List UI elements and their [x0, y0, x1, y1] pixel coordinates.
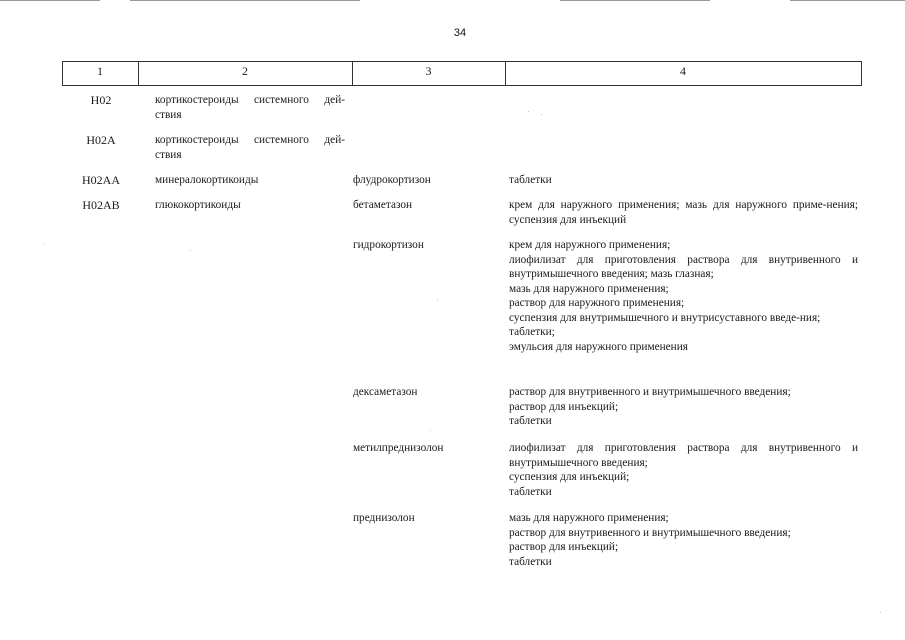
dosage-forms: [509, 511, 858, 569]
column-header-1: 1: [97, 64, 103, 78]
atc-group: минералокортикоиды: [155, 174, 259, 186]
drug-name: флудрокортизон: [353, 174, 431, 186]
atc-code: H02AA: [82, 173, 120, 187]
dosage-form: мазь для наружного применения;: [509, 282, 669, 295]
scan-speck: [528, 111, 529, 112]
dosage-form: суспензия для инъекций;: [509, 471, 630, 483]
dosage-form: таблетки: [509, 555, 552, 568]
dosage-form: крем для наружного применения; мазь для наружного приме-нения; суспензия для инъекций: [509, 199, 858, 226]
dosage-form: мазь для наружного применения;: [509, 512, 669, 524]
column-header-2: 2: [242, 64, 248, 78]
atc-code: H02A: [86, 133, 116, 147]
drug-name: преднизолон: [353, 512, 415, 524]
column-header-4: 4: [680, 64, 686, 78]
atc-group: кортикостероиды системного дей-ствия: [155, 134, 345, 161]
dosage-forms: [509, 441, 858, 499]
drug-name: гидрокортизон: [353, 239, 424, 251]
drug-name: дексаметазон: [353, 386, 418, 398]
dosage-form: эмульсия для наружного применения: [509, 340, 688, 353]
scan-speck: [437, 300, 438, 301]
dosage-form: раствор для инъекций;: [509, 400, 619, 413]
dosage-form: раствор для наружного применения;: [509, 297, 685, 309]
atc-group: глюкокортикоиды: [155, 199, 241, 211]
scan-edge-line: [790, 0, 905, 1]
scan-edge-line: [130, 0, 360, 1]
atc-group: кортикостероиды системного дей-ствия: [155, 94, 345, 121]
dosage-forms: [509, 173, 858, 188]
scan-speck: [541, 114, 542, 115]
table-header-rule: [62, 85, 862, 86]
dosage-form: таблетки: [509, 415, 552, 427]
dosage-form: суспензия для внутримышечного и внутрисуставного введе-ния;: [509, 311, 821, 324]
drug-name: бетаметазон: [353, 199, 413, 211]
dosage-forms: [509, 198, 858, 227]
dosage-forms: [509, 238, 858, 354]
dosage-form: крем для наружного применения;: [509, 239, 671, 251]
scan-speck: [880, 612, 881, 613]
page-number: 34: [453, 27, 467, 39]
table-top-rule: [62, 61, 862, 62]
scan-speck: [44, 243, 45, 244]
scan-edge-line: [560, 0, 710, 1]
scan-edge-line: [0, 0, 100, 1]
dosage-forms: [509, 385, 858, 429]
dosage-form: таблетки;: [509, 326, 555, 338]
dosage-form: лиофилизат для приготовления раствора для внутривенного и внутримышечного введения;: [509, 442, 858, 469]
scan-speck: [190, 250, 191, 251]
column-header-3: 3: [425, 64, 432, 78]
dosage-form: лиофилизат для приготовления раствора для внутривенного и внутримышечного введения; мазь глазная;: [509, 253, 858, 280]
dosage-form: таблетки: [509, 174, 552, 186]
atc-code: H02AB: [82, 198, 120, 212]
dosage-form: таблетки: [509, 485, 552, 498]
column-divider: [861, 61, 862, 85]
dosage-form: раствор для инъекций;: [509, 541, 619, 553]
atc-code: H02: [90, 93, 112, 107]
drug-name: метилпреднизолон: [353, 442, 444, 454]
dosage-form: раствор для внутривенного и внутримышечного введения;: [509, 386, 791, 398]
scan-speck: [430, 430, 431, 431]
dosage-form: раствор для внутривенного и внутримышечного введения;: [509, 526, 791, 539]
